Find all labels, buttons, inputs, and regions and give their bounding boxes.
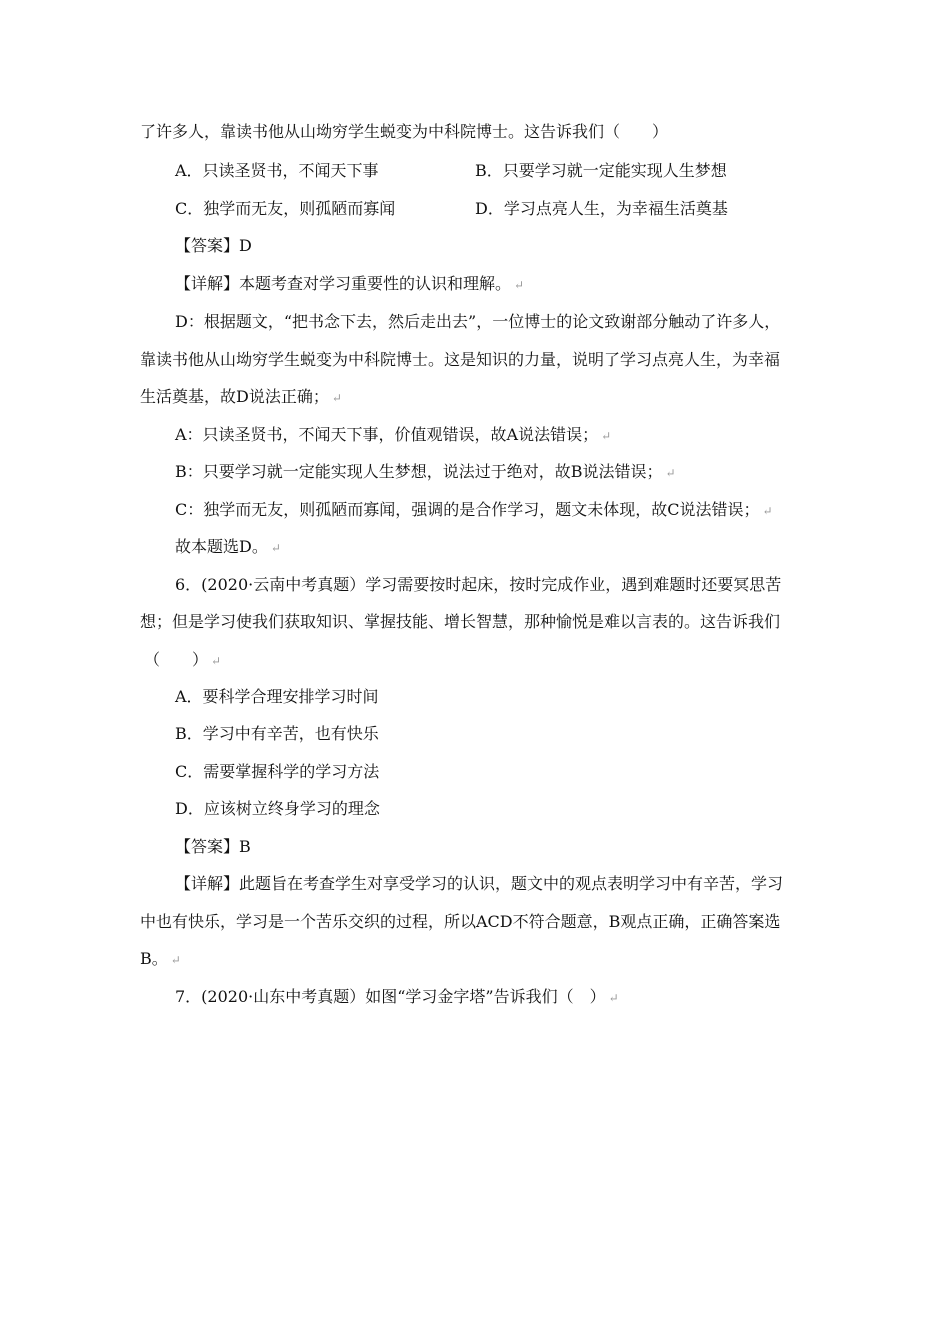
q5-conclusion: 故本题选D。 ↵ xyxy=(175,537,281,556)
q6-stem-line2: 想；但是学习使我们获取知识、掌握技能、增长智慧，那种愉悦是难以言表的。这告诉我们 xyxy=(140,612,781,631)
q7-stem: 7．(2020·山东中考真题）如图“学习金字塔”告诉我们（ ） ↵ xyxy=(175,987,619,1006)
q6-option-b: B．学习中有辛苦，也有快乐 xyxy=(175,724,379,743)
q6-option-a: A．要科学合理安排学习时间 xyxy=(175,687,379,706)
q6-analysis-line1: 【详解】此题旨在考查学生对享受学习的认识，题文中的观点表明学习中有辛苦，学习 xyxy=(175,874,784,893)
q6-stem-line3: （ ） ↵ xyxy=(144,650,222,669)
q5-answer: 【答案】D xyxy=(175,236,252,255)
q5-analysis-d-line2: 靠读书他从山坳穷学生蜕变为中科院博士。这是知识的力量，说明了学习点亮人生，为幸福 xyxy=(140,350,781,369)
q6-answer: 【答案】B xyxy=(175,837,251,856)
q6-option-d: D．应该树立终身学习的理念 xyxy=(175,799,380,818)
q5-stem-end: 了许多人，靠读书他从山坳穷学生蜕变为中科院博士。这告诉我们（ ） xyxy=(140,122,669,141)
q5-analysis-intro: 【详解】本题考查对学习重要性的认识和理解。 ↵ xyxy=(175,274,525,293)
q6-option-c: C．需要掌握科学的学习方法 xyxy=(175,762,380,781)
q5-option-b: B．只要学习就一定能实现人生梦想 xyxy=(475,161,727,180)
q5-option-a: A．只读圣贤书，不闻天下事 xyxy=(175,161,379,180)
q5-analysis-c: C：独学而无友，则孤陋而寡闻，强调的是合作学习，题文未体现，故C说法错误； ↵ xyxy=(175,500,773,519)
q5-analysis-d-line1: D：根据题文，“把书念下去，然后走出去”，一位博士的论文致谢部分触动了许多人， xyxy=(175,312,781,331)
q5-option-c: C．独学而无友，则孤陋而寡闻 xyxy=(175,199,396,218)
q5-analysis-b: B：只要学习就一定能实现人生梦想，说法过于绝对，故B说法错误； ↵ xyxy=(175,462,676,481)
q5-analysis-a: A：只读圣贤书，不闻天下事，价值观错误，故A说法错误； ↵ xyxy=(175,425,612,444)
q5-option-d: D．学习点亮人生，为幸福生活奠基 xyxy=(475,199,728,218)
q6-analysis-line2: 中也有快乐，学习是一个苦乐交织的过程，所以ACD不符合题意，B观点正确，正确答案选 xyxy=(140,912,781,931)
q6-analysis-line3: B。 ↵ xyxy=(140,949,181,968)
q5-analysis-d-line3: 生活奠基，故D说法正确； ↵ xyxy=(140,387,342,406)
q6-stem-line1: 6．(2020·云南中考真题）学习需要按时起床，按时完成作业，遇到难题时还要冥思苦 xyxy=(175,575,782,594)
